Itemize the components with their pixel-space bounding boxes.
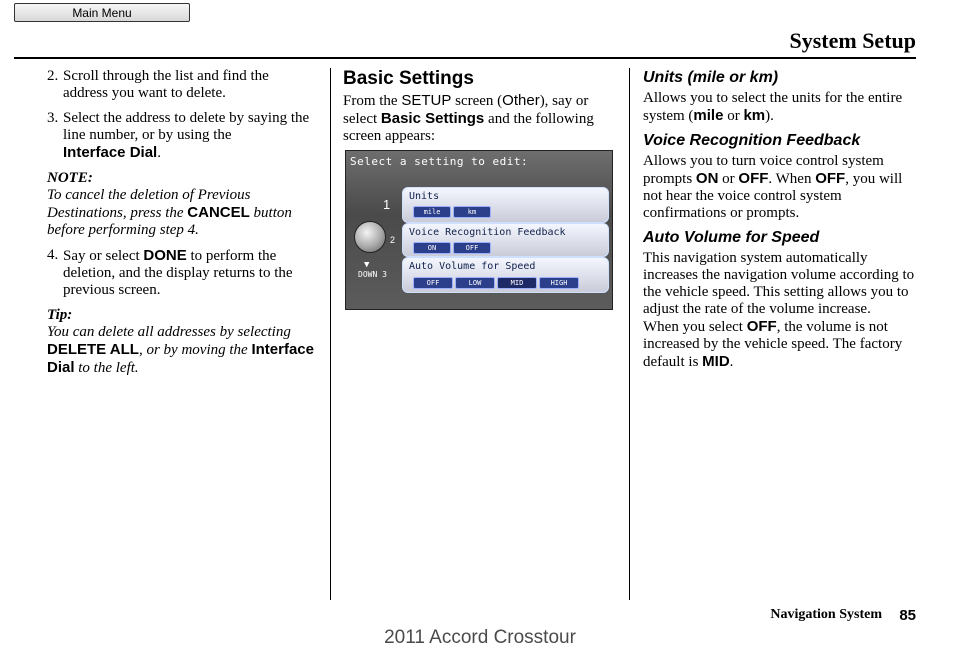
voice-feedback-text: Allows you to turn voice control system prompts ON or OFF. When OFF, you will not hear the voice control system confirmations or prompts. (643, 153, 903, 221)
step-3 (47, 110, 317, 162)
setting-auto-volume[interactable] (402, 257, 609, 293)
step-number: 2. (47, 68, 59, 84)
title-rule (14, 57, 916, 59)
step-text: Select the address to delete by saying the line number, or by using the Interface Dial. (63, 110, 310, 161)
note-text: To cancel the deletion of Previous Destinations, press the CANCEL button before performing step 4. (47, 187, 292, 238)
option-mile[interactable]: mile (413, 206, 451, 218)
footer-section-name: Navigation System (770, 607, 882, 622)
option-off[interactable]: OFF (413, 277, 453, 289)
subheading-voice-feedback: Voice Recognition Feedback (643, 132, 861, 149)
subheading-auto-volume: Auto Volume for Speed (643, 229, 820, 246)
step-4 (47, 247, 317, 299)
subheading-units: Units (mile or km) (643, 69, 779, 86)
step-number: 3. (47, 110, 59, 126)
right-column (643, 68, 919, 371)
tip-label: Tip: (47, 307, 73, 323)
auto-volume-default-text: When you select OFF, the volume is not increased by the vehicle speed. The factory default is MID. (643, 318, 903, 370)
note-label: NOTE: (47, 170, 93, 186)
units-text: Allows you to select the units for the entire system (mile or km). (643, 90, 903, 124)
main-menu-button[interactable]: Main Menu (14, 3, 190, 22)
step-number: 4. (47, 247, 59, 263)
section-heading-basic-settings: Basic Settings (343, 68, 474, 89)
option-high[interactable]: HIGH (539, 277, 579, 289)
basic-settings-intro: From the SETUP screen (Other), say or select Basic Settings and the following screen appears: (343, 92, 594, 144)
option-off[interactable]: OFF (453, 242, 491, 254)
left-column (47, 68, 317, 377)
setting-label: Auto Volume for Speed (409, 261, 536, 272)
watermark: 2011 Accord Crosstour (384, 627, 576, 648)
setting-units[interactable] (402, 187, 609, 223)
step-text: Scroll through the list and find the address you want to delete. (63, 68, 269, 101)
page-number: 85 (899, 607, 916, 624)
option-mid[interactable]: MID (497, 277, 537, 289)
interface-dial-icon (354, 221, 386, 253)
list-number-2: 2 (390, 235, 396, 245)
column-divider-left (330, 68, 331, 600)
step-2 (47, 68, 317, 102)
option-on[interactable]: ON (413, 242, 451, 254)
list-number-1: 1 (383, 197, 391, 212)
auto-volume-text: This navigation system automatically increases the navigation volume according to the vehicle speed. This setting allows you to adjust the rate of the volume increase. (643, 250, 915, 317)
step-text: Say or select DONE to perform the deletion, and the display returns to the previous screen. (63, 247, 293, 298)
option-km[interactable]: km (453, 206, 491, 218)
middle-column (343, 68, 615, 145)
basic-settings-screen-image (345, 150, 613, 310)
column-divider-right (629, 68, 630, 600)
page-title: System Setup (789, 28, 916, 53)
tip-text: You can delete all addresses by selecting DELETE ALL, or by moving the Interface Dial to the left. (47, 324, 314, 376)
setting-label: Units (409, 191, 440, 202)
screen-prompt: Select a setting to edit: (350, 155, 529, 168)
down-arrow-icon: ▼ (364, 260, 370, 270)
down-label: DOWN 3 (358, 270, 387, 279)
option-low[interactable]: LOW (455, 277, 495, 289)
setting-label: Voice Recognition Feedback (409, 227, 566, 238)
setting-voice-feedback[interactable] (402, 223, 609, 257)
